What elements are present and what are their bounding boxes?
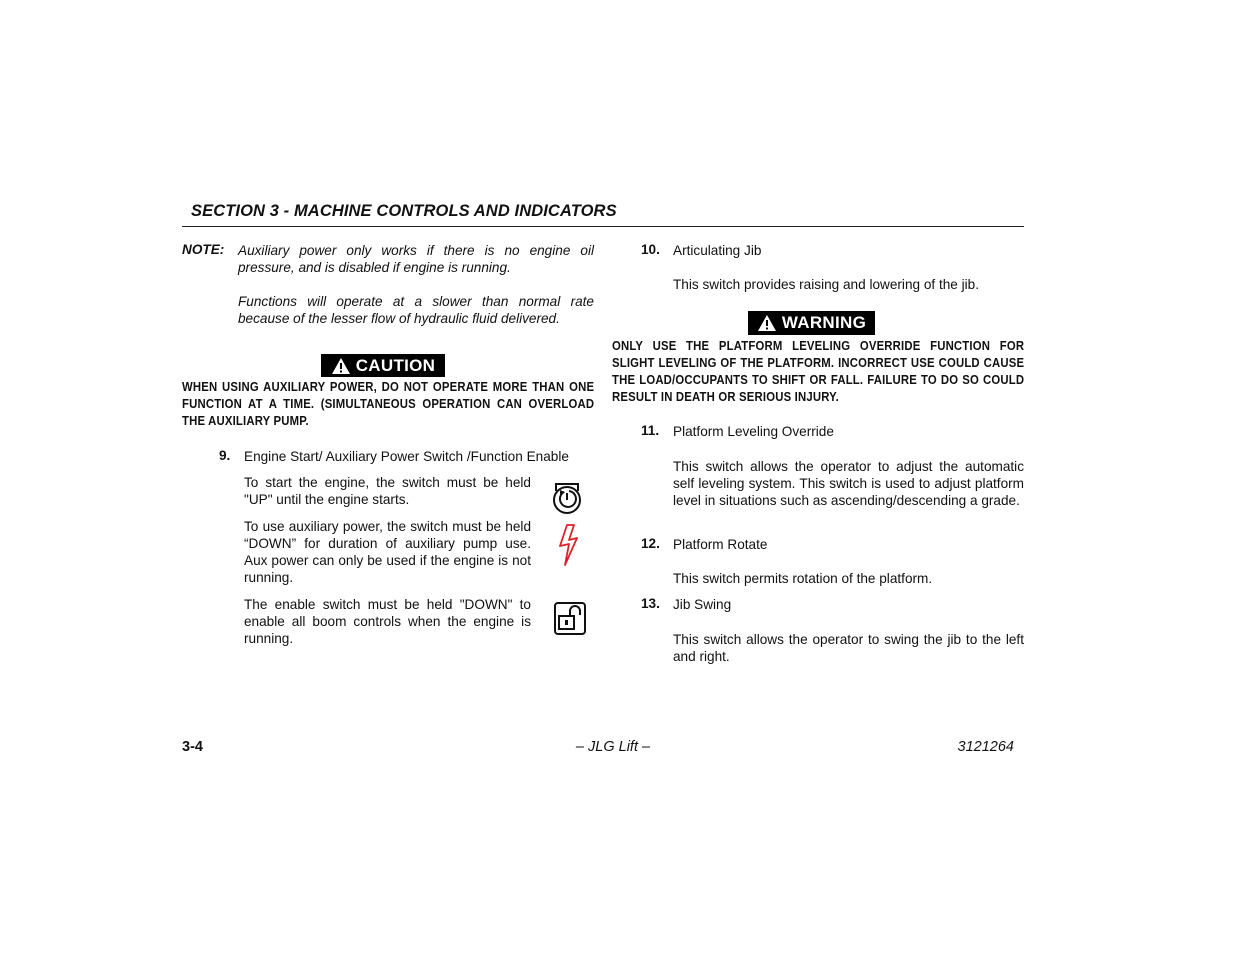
item-10-description: This switch provides raising and lowering of the jib. [673,277,980,292]
item-11-title: Platform Leveling Override [673,424,834,439]
caution-label: CAUTION [355,355,436,375]
header-rule [182,226,1024,227]
item-12-title: Platform Rotate [673,537,768,552]
item-9-start-text: To start the engine, the switch must be held "UP" until the engine starts. [244,475,531,507]
note-label: NOTE: [182,242,225,257]
item-9-enable-text: The enable switch must be held "DOWN" to enable all boom controls when the engine is running. [244,597,531,646]
warning-label: WARNING [781,313,867,332]
item-10-number: 10. [641,242,660,257]
unlock-icon [553,601,587,636]
caution-badge [321,354,445,377]
engine-start-icon [551,479,583,517]
item-9-title: Engine Start/ Auxiliary Power Switch /Function Enable [244,449,569,464]
item-11-description: This switch allows the operator to adjust the automatic self leveling system. This switch is used to adjust platform level in situations such as ascending/descending a grade. [673,459,1024,508]
item-12-description: This switch permits rotation of the platform. [673,571,933,586]
item-13-description: This switch allows the operator to swing the jib to the left and right. [673,632,1024,664]
item-13-title: Jib Swing [673,597,732,612]
footer-center: – JLG Lift – [575,739,651,755]
item-11-number: 11. [641,423,660,438]
item-9-aux-text: To use auxiliary power, the switch must be held “DOWN” for duration of auxiliary pump use. Aux power can only be used if the engine is not running. [244,519,531,585]
note-paragraph-1: Auxiliary power only works if there is no engine oil pressure, and is disabled if engine is running. [238,243,594,275]
warning-badge [748,311,875,335]
item-9-number: 9. [219,448,231,463]
warning-triangle-icon [757,314,777,332]
warning-text: ONLY USE THE PLATFORM LEVELING OVERRIDE FUNCTION FOR SLIGHT LEVELING OF THE PLATFORM. INCORRECT USE COULD CAUSE THE LOAD/OCCUPANTS TO SHIFT OR FALL. FAILURE TO DO SO COULD RESULT IN DEATH OR SERIOUS INJURY. [612,339,1025,404]
item-12-number: 12. [641,536,660,551]
item-10-title: Articulating Jib [673,243,762,258]
caution-text: WHEN USING AUXILIARY POWER, DO NOT OPERATE MORE THAN ONE FUNCTION AT A TIME. (SIMULTANEOUS OPERATION CAN OVERLOAD THE AUXILIARY PUMP. [182,380,595,428]
note-paragraph-2: Functions will operate at a slower than normal rate because of the lesser flow of hydraulic fluid delivered. [238,294,594,326]
item-13-number: 13. [641,596,660,611]
page-number: 3-4 [182,739,203,755]
doc-number: 3121264 [957,739,1014,755]
warning-triangle-icon [331,357,351,375]
lightning-bolt-icon [558,524,580,566]
section-title: SECTION 3 - MACHINE CONTROLS AND INDICATORS [191,202,617,220]
